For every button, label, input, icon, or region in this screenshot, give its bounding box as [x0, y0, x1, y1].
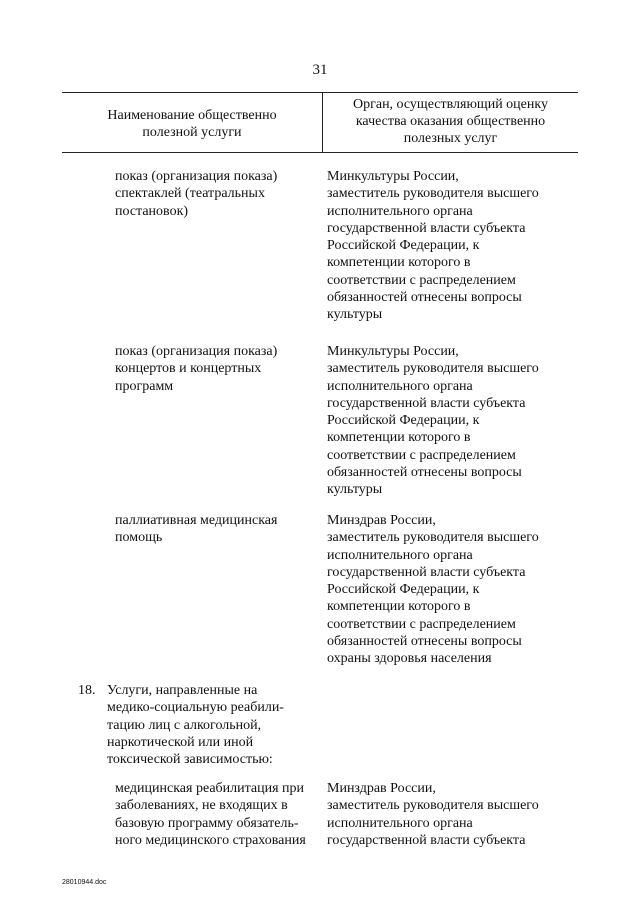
row-1-service: показ (организация показа) спектаклей (театральных постановок) [115, 169, 278, 219]
item-18-text: Услуги, направленные на медико-социальную реабили- тацию лиц с алкогольной, наркотической или иной токсической зависимостью: [107, 683, 284, 768]
table-header-bottom-rule [62, 152, 578, 153]
header-assessing-authority: Орган, осуществляющий оценку качества оказания общественно полезных услуг [353, 97, 548, 146]
item-18-number: 18. [78, 683, 96, 698]
header-service-name: Наименование общественно полезной услуги [107, 108, 277, 140]
row-3-service: паллиативная медицинская помощь [115, 513, 278, 546]
row-4-service: медицинская реабилитация при заболеваниях, не входящих в базовую программу обязатель- ного медицинского страхования [115, 781, 306, 848]
row-2-authority: Минкультуры России, заместитель руководителя высшего исполнительного органа государственной власти субъекта Российской Федерации, к компетенции которого в соответствии с распределением обязанностей отнесены вопросы культуры [327, 344, 539, 498]
page-number: 31 [312, 62, 328, 78]
row-4-authority: Минздрав России, заместитель руководителя высшего исполнительного органа государственной власти субъекта [327, 781, 539, 848]
row-1-authority: Минкультуры России, заместитель руководителя высшего исполнительного органа государственной власти субъекта Российской Федерации, к компетенции которого в соответствии с распределением обязанностей отнесены вопросы культуры [327, 169, 539, 323]
table-header-top-rule [62, 92, 578, 93]
row-2-service: показ (организация показа) концертов и концертных программ [115, 344, 278, 394]
document-footer-filename: 28010944.doc [62, 879, 107, 886]
row-3-authority: Минздрав России, заместитель руководителя высшего исполнительного органа государственной власти субъекта Российской Федерации, к компетенции которого в соответствии с распределением обязанностей отнесены вопросы охраны здоровья населения [327, 513, 539, 667]
